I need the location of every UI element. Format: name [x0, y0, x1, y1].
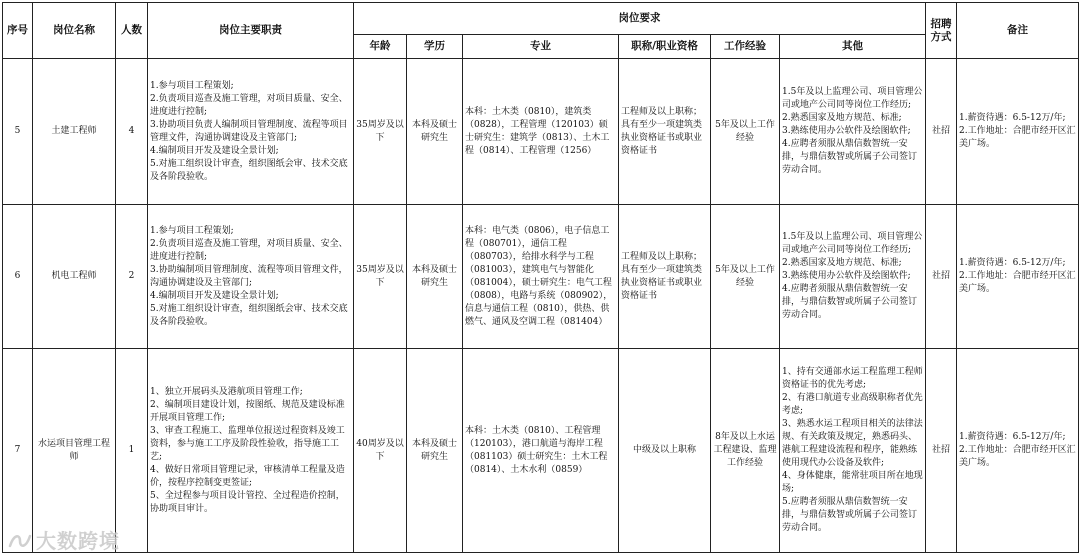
duty-line: 5.对施工组织设计审查，组织图纸会审、技术交底及各阶段验收。 [150, 303, 348, 327]
major-cell: 本科：电气类（0806），电子信息工程（080701），通信工程（080703），给排水科学与工程（081003），建筑电气与智能化（081004），硕士研究生：电气工程（0808），电路与系统（080902），信息与通信工程（0810），供热、供燃气、通风及空调工程（081404） [463, 205, 619, 349]
remark-line: 2.工作地址：合肥市经开区汇美广场。 [959, 271, 1076, 294]
watermark-logo-icon [8, 532, 32, 550]
name-cell: 水运项目管理工程师 [33, 349, 116, 553]
header-qual: 职称/职业资格 [619, 35, 711, 59]
other-cell [780, 59, 926, 205]
header-remark: 备注 [957, 3, 1079, 59]
name-cell: 土建工程师 [33, 59, 116, 205]
count-cell: 1 [116, 349, 148, 553]
other-cell [780, 205, 926, 349]
count-cell: 2 [116, 205, 148, 349]
duty-line: 1.参与项目工程策划; [150, 80, 234, 91]
duties-cell [148, 205, 354, 349]
header-duties: 岗位主要职责 [148, 3, 354, 59]
remark-cell [957, 349, 1079, 553]
header-other: 其他 [780, 35, 926, 59]
major-cell: 本科：土木类（0810），建筑类（0828），工程管理（120103）硕士研究生：建筑学（0813）、土木工程（0814）、工程管理（1256） [463, 59, 619, 205]
edu-cell: 本科及硕士研究生 [407, 205, 463, 349]
remark-line: 1.薪资待遇：6.5-12万/年; [959, 258, 1066, 268]
other-line: 4.应聘者须服从鼎信数智统一安排，与鼎信数智或所属子公司签订劳动合同。 [782, 284, 918, 320]
method-cell: 社招 [926, 205, 957, 349]
duty-line: 4.编制项目开发及建设全景计划; [150, 145, 279, 156]
table-row [3, 59, 1079, 205]
exp-cell: 5年及以上工作经验 [711, 205, 780, 349]
method-cell: 社招 [926, 59, 957, 205]
other-line: 1、持有交通部水运工程监理工程师资格证书的优先考虑; [782, 367, 923, 390]
watermark [8, 525, 120, 554]
duty-line: 3.协助编制项目管理制度、流程等项目管理文件，沟通协调建设及主管部门; [150, 264, 348, 288]
age-cell: 35周岁及以下 [354, 59, 407, 205]
other-line: 2.熟悉国家及地方规范、标准; [782, 113, 902, 123]
duty-line: 5.对施工组织设计审查，组织图纸会审、技术交底及各阶段验收。 [150, 158, 348, 182]
header-requirements: 岗位要求 [354, 3, 926, 35]
header-seq: 序号 [3, 3, 33, 59]
remark-line: 1.薪资待遇：6.5-12万/年; [959, 432, 1066, 442]
header-method: 招聘方式 [926, 3, 957, 59]
header-name: 岗位名称 [33, 3, 116, 59]
remark-cell [957, 205, 1079, 349]
header-exp: 工作经验 [711, 35, 780, 59]
seq-cell: 6 [3, 205, 33, 349]
table-row [3, 205, 1079, 349]
other-line: 2、有港口航道专业高级职称者优先考虑; [782, 393, 923, 416]
other-line: 4.应聘者须服从鼎信数智统一安排，与鼎信数智或所属子公司签订劳动合同。 [782, 139, 918, 175]
duties-cell [148, 59, 354, 205]
exp-cell: 5年及以上工作经验 [711, 59, 780, 205]
other-line: 1.5年及以上监理公司、项目管理公司或地产公司同等岗位工作经历; [782, 87, 923, 110]
qual-cell: 中级及以上职称 [619, 349, 711, 553]
header-age: 年龄 [354, 35, 407, 59]
remark-cell [957, 59, 1079, 205]
seq-cell: 7 [3, 349, 33, 553]
edu-cell: 本科及硕士研究生 [407, 349, 463, 553]
remark-line: 1.薪资待遇：6.5-12万/年; [959, 113, 1066, 123]
remark-line: 2.工作地址：合肥市经开区汇美广场。 [959, 126, 1076, 149]
other-cell [780, 349, 926, 553]
other-line: 3、熟悉水运工程项目相关的法律法规、有关政策及规定，熟悉码头、港航工程建设流程和程序，能熟练使用现代办公设备及软件; [782, 419, 923, 468]
duties-cell [148, 349, 354, 553]
duty-line: 2、编制项目建设计划，按图纸、规范及建设标准开展项目管理工作; [150, 399, 345, 423]
duty-line: 1、独立开展码头及港航项目管理工作; [150, 386, 303, 397]
duty-line: 4、做好日常项目管理记录，审核清单工程量及造价，按程序控制变更签证; [150, 464, 345, 488]
edu-cell: 本科及硕士研究生 [407, 59, 463, 205]
watermark-text: 大数跨境 [36, 529, 120, 553]
other-line: 3.熟练使用办公软件及绘图软件; [782, 126, 911, 136]
duty-line: 2.负责项目巡查及施工管理，对项目质量、安全、进度进行控制; [150, 93, 348, 117]
header-edu: 学历 [407, 35, 463, 59]
major-cell: 本科：土木类（0810）、工程管理（120103），港口航道与海岸工程（081103）硕士研究生：土木工程（0814）、土木水利（0859） [463, 349, 619, 553]
name-cell: 机电工程师 [33, 205, 116, 349]
recruitment-table [2, 2, 1079, 553]
qual-cell: 工程师及以上职称；具有至少一项建筑类执业资格证书或职业资格证书 [619, 205, 711, 349]
qual-cell: 工程师及以上职称；具有至少一项建筑类执业资格证书或职业资格证书 [619, 59, 711, 205]
duty-line: 1.参与项目工程策划; [150, 225, 234, 236]
remark-line: 2.工作地址：合肥市经开区汇美广场。 [959, 445, 1076, 468]
duty-line: 4.编制项目开发及建设全景计划; [150, 290, 279, 301]
table-row [3, 349, 1079, 553]
header-count: 人数 [116, 3, 148, 59]
duty-line: 3、审查工程施工、监理单位报送过程资料及竣工资料，参与施工工序及阶段性验收，指导施工工艺; [150, 425, 345, 462]
count-cell: 4 [116, 59, 148, 205]
header-major: 专业 [463, 35, 619, 59]
duty-line: 3.协助项目负责人编制项目管理制度、流程等项目管理文件，沟通协调建设及主管部门; [150, 119, 348, 143]
duty-line: 5、全过程参与项目设计管控、全过程造价控制，协助项目审计。 [150, 490, 345, 514]
exp-cell: 8年及以上水运工程建设、监理工作经验 [711, 349, 780, 553]
seq-cell: 5 [3, 59, 33, 205]
method-cell: 社招 [926, 349, 957, 553]
other-line: 4、身体健康，能常驻项目所在地现场; [782, 471, 923, 494]
other-line: 2.熟悉国家及地方规范、标准; [782, 258, 902, 268]
other-line: 1.5年及以上监理公司、项目管理公司或地产公司同等岗位工作经历; [782, 232, 923, 255]
other-line: 3.熟练使用办公软件及绘图软件; [782, 271, 911, 281]
duty-line: 2.负责项目巡查及施工管理，对项目质量、安全、进度进行控制; [150, 238, 348, 262]
age-cell: 40周岁及以下 [354, 349, 407, 553]
other-line: 5.应聘者须服从鼎信数智统一安排，与鼎信数智或所属子公司签订劳动合同。 [782, 497, 918, 533]
age-cell: 35周岁及以下 [354, 205, 407, 349]
